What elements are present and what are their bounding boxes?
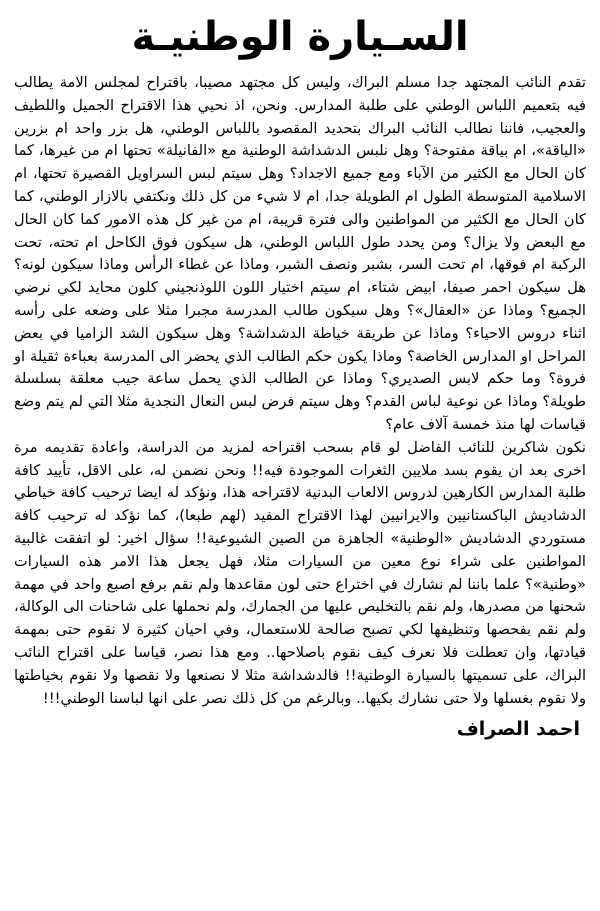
article-paragraph: نكون شاكرين للنائب الفاضل لو قام بسحب اقتراحه لمزيد من الدراسة، واعادة تقديمه مرة اخرى بعد ان يقوم بسد ملايين الثغرات الموجودة فيه!! ونحن نضمن له، على الاقل، تأييد كافة طلبة المدارس الكارهين لدروس الالعاب البدنية لاقتراحه هذا، ونؤكد له ايضا ترحيب كافة خياطي الدشاديش الباكستانيين والايرانيين لهذا الاقتراح المفيد (لهم طبعا)، كما نؤكد له ترحيب كافة مستوردي الدشاديش «الوطنية» الجاهزة من الصين الشيوعية!! سؤال اخير: لو اتفقت غالبية المواطنين على شراء نوع معين من السيارات مثلا، فهل يجعل هذا الامر هذه السيارات «وطنية»؟ علما باننا لم نشارك في اختراع حتى لون مقاعدها ولم نقم برفع اصبع واحد في مهمة شحنها من مصدرها، ولم نقم بالتخليص عليها من الجمارك، ولم نحملها على شاحنات الى الوكالة، ولم نقم بفحصها وتنظيفها لكي تصبح صالحة للاستعمال، وفي احيان كثيرة لا نقوم حتى بمهمة قيادتها، وان تعطلت فلا نعرف كيف نقوم باصلاحها.. ومع هذا نصر، قياسا على اقتراح النائب البراك، على تسميتها بالسيارة الوطنية!! فالدشداشة مثلا لا نصنعها ولا نقصها ولا نقوم بخياطتها ولا نقوم بغسلها ولا حتى نشارك بكيها.. وبالرغم من كل ذلك نصر على انها لباسنا الوطني!!! bbox=[14, 438, 586, 707]
author-byline: احمد الصراف bbox=[456, 718, 580, 741]
headline: السـيارة الوطنيـة bbox=[131, 14, 469, 60]
article-paragraph: تقدم النائب المجتهد جدا مسلم البراك، وليس كل مجتهد مصيبا، باقتراح لمجلس الامة يطالب فيه بتعميم اللباس الوطني على طلبة المدارس. ونحن، اذ نحيي هذا الاقتراح الجميل واللطيف والعجيب، فاننا نطالب النائب البراك بتحديد المقصود باللباس الوطني، هل بزر واحد ام بزرين «الياقة»، ام بياقة مفتوحة؟ وهل نلبس الدشداشة الوطنية مع «الفانيلة» تحتها ام من غيرها، كما كان الحال مع الكثير من الآباء ومع جميع الاجداد؟ وهل سيتم لبس السراويل القصيرة تحتها، ام الاسلامية المتوسطة الطول ام الطويلة جدا، ام لا شيء من كل ذلك ونكتفي بالازار الوطني، كما كان الحال مع الكثير من المواطنين والى فترة قريبة، ام من غير كل هذه الامور كما كان الحال مع البعض ولا يزال؟ ومن يحدد طول اللباس الوطني، هل سيكون فوق الكاحل ام تحته، تحت الركبة ام فوقها، ام تحت السر، بشبر ونصف الشبر، وماذا عن غطاء الرأس وماذا سيكون لونه؟ هل سيكون احمر صيفا، ابيض شتاء، ام سيتم اختيار اللون اللوذنجيني كلون محايد لكي نرضي الجميع؟ وماذا عن «العقال»؟ وهل سيكون طالب المدرسة مجبرا مثلا على وضعه على رأسه اثناء دروس الاحياء؟ وماذا عن طريقة خياطة الدشداشة؟ وهل سيكون الشد الزاميا في بعض المراحل او المدارس الخاصة؟ وماذا يكون حكم الطالب الذي يحضر الى المدرسة بعباءة ثقيلة او فروة؟ وما حكم لابس الصديري؟ وماذا عن الطالب الذي يحمل ساعة جيب معلقة بسلسلة طويلة؟ وماذا عن نوعية لباس القدم؟ وهل سيتم فرض لبس النعال النجدية مثلا التي لم يتم وضع قياسات لها منذ خمسة آلاف عام؟ bbox=[14, 74, 586, 433]
article-body bbox=[14, 72, 586, 710]
